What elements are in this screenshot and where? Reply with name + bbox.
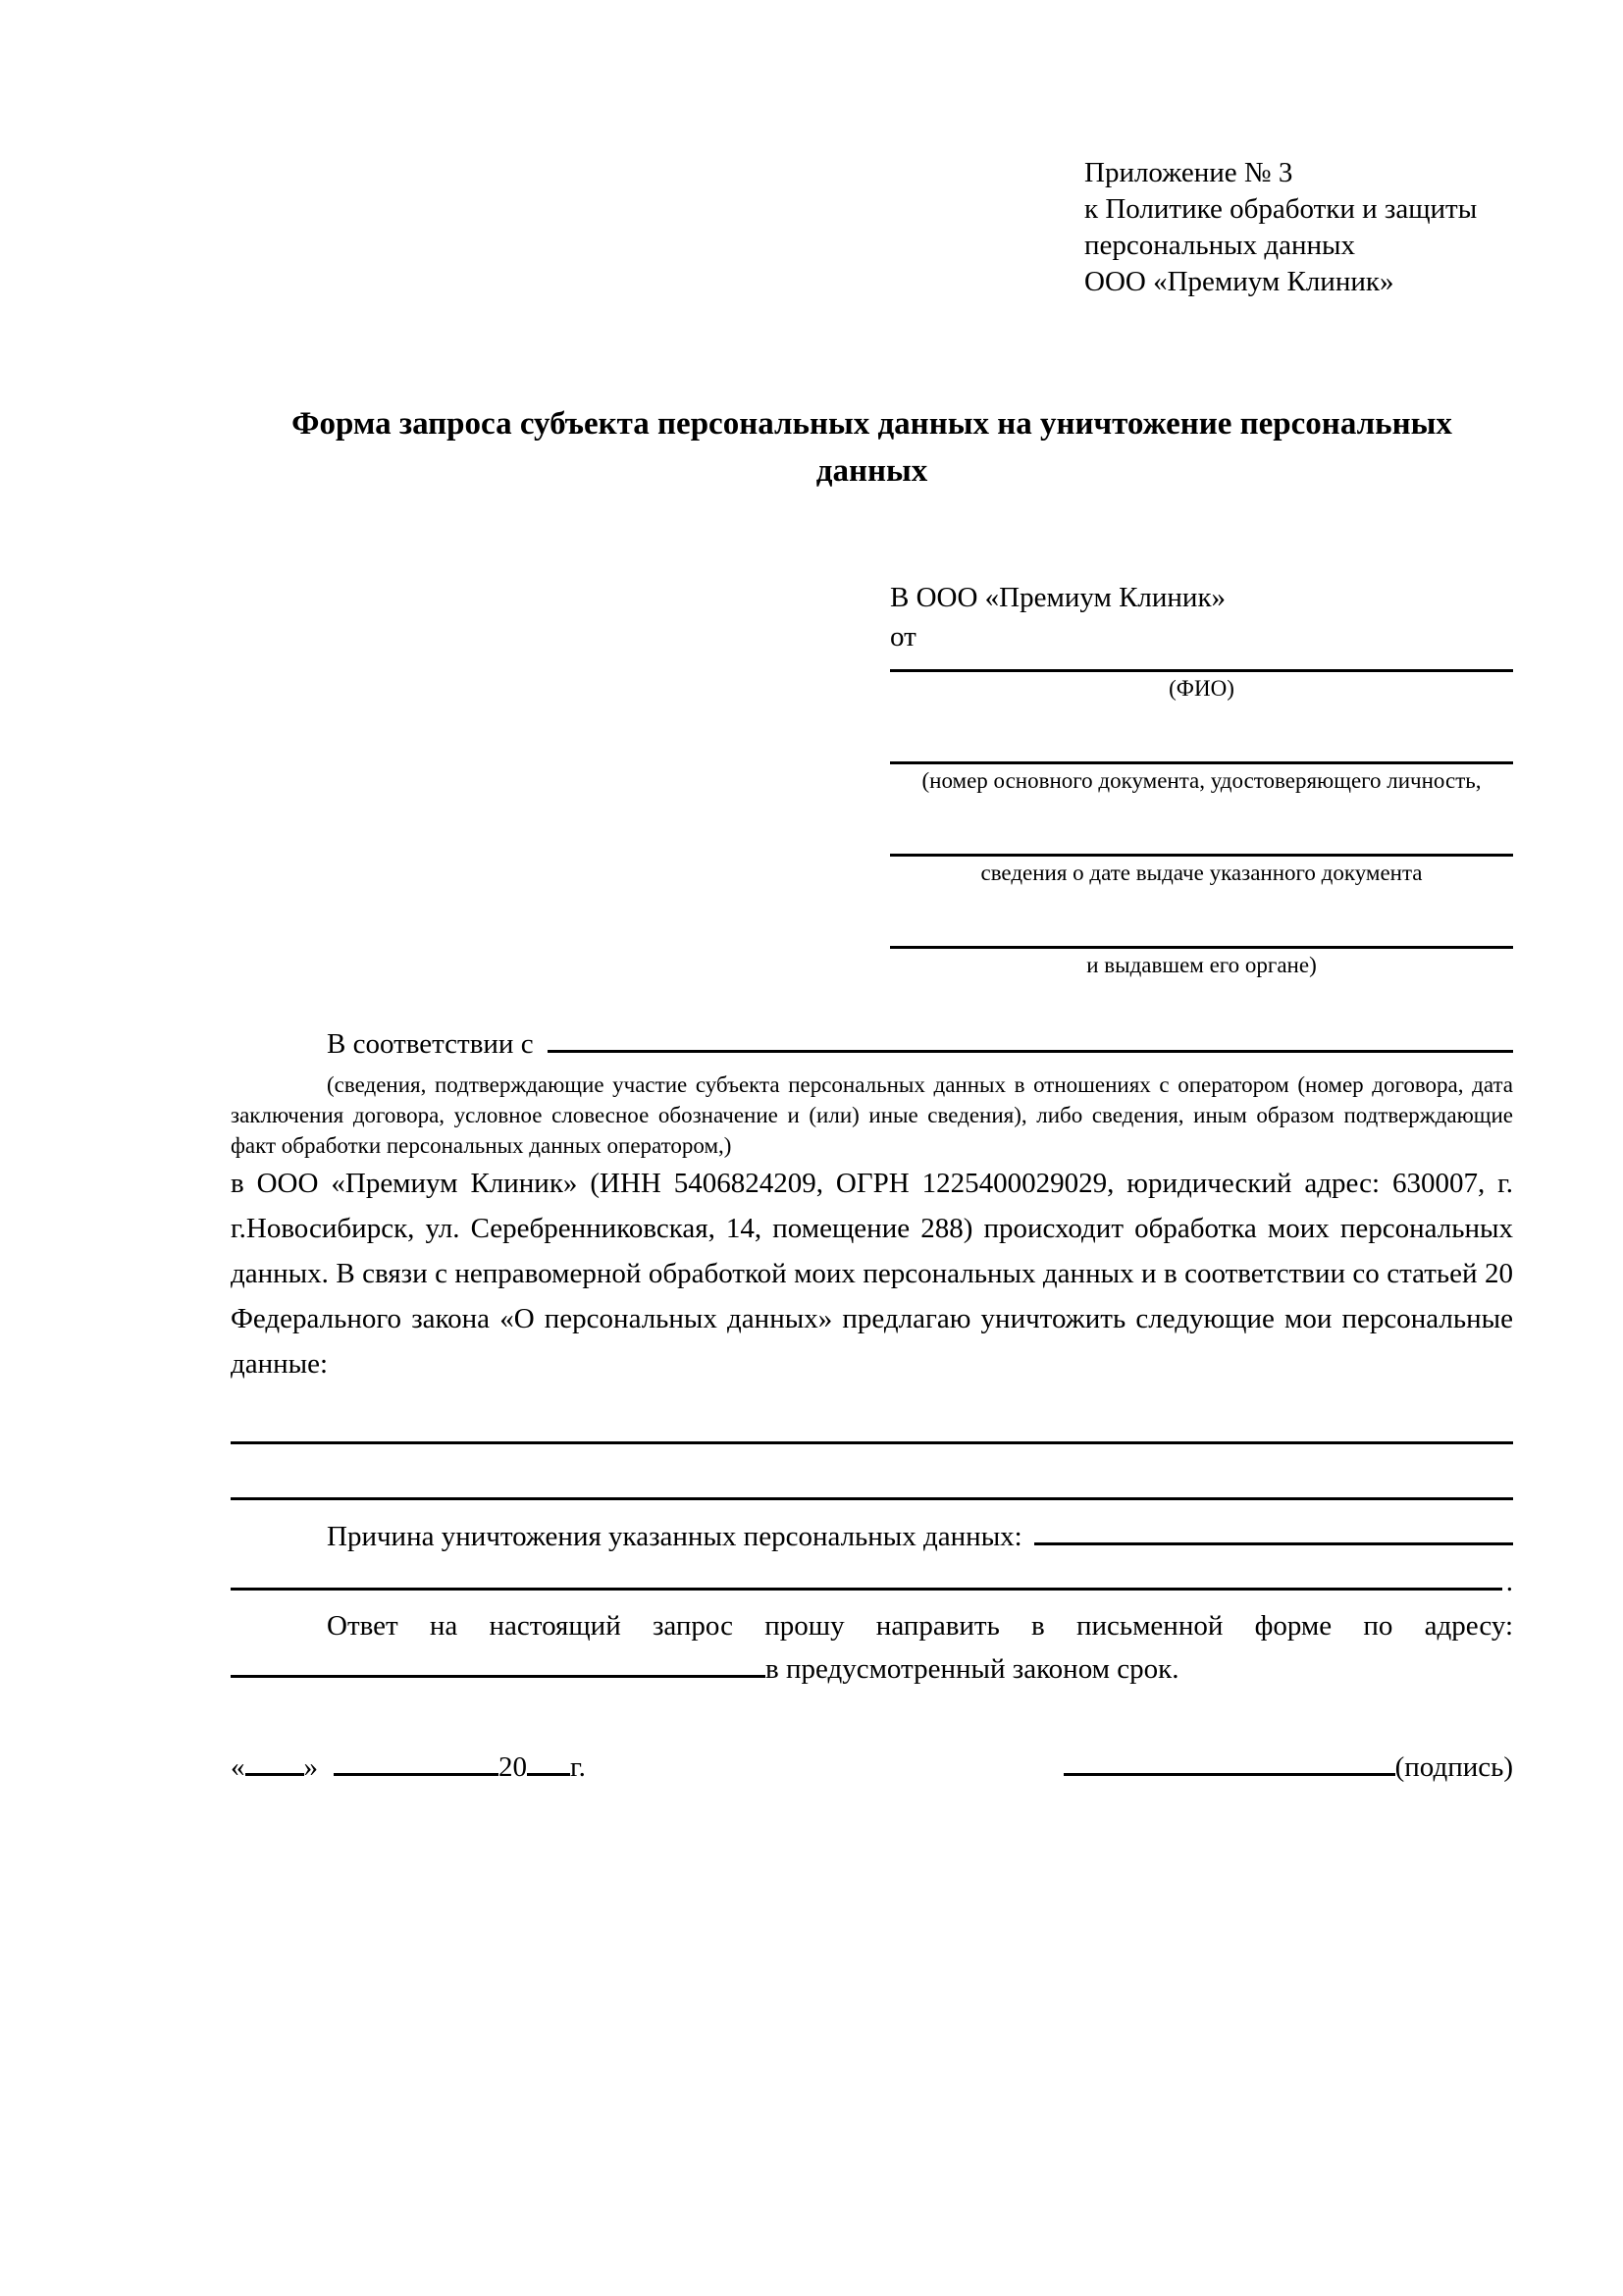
year-blank-line (527, 1772, 570, 1776)
fio-caption: (ФИО) (1169, 676, 1234, 701)
signature-caption: (подпись) (1394, 1751, 1513, 1783)
personal-data-blank-line-2 (231, 1444, 1513, 1500)
reason-label: Причина уничтожения указанных персональных данных: (327, 1521, 1022, 1552)
annex-line: к Политике обработки и защиты (1084, 193, 1478, 225)
accordance-label: В соответствии с (327, 1028, 534, 1060)
period-text: . (1505, 1566, 1513, 1597)
signature-blank-line (1064, 1772, 1395, 1776)
document-title: Форма запроса субъекта персональных данных на уничтожение персональных данных (291, 406, 1452, 489)
year-suffix: г. (570, 1751, 586, 1783)
accordance-blank-line (548, 1049, 1513, 1053)
addressee-from-label: от (890, 621, 916, 652)
date-group (231, 1748, 586, 1787)
doc-date-caption: сведения о дате выдаче указанного документа (980, 861, 1423, 885)
annex-line: Приложение № 3 (1084, 157, 1293, 188)
fio-field (890, 655, 1513, 703)
doc-date-blank-line (890, 840, 1513, 857)
doc-number-field (890, 748, 1513, 795)
reason-row (231, 1516, 1513, 1557)
accordance-note: (сведения, подтверждающие участие субъекта персональных данных в отношениях с оператором (номер договора, дата заключения договора, условное словесное обозначение и (или) иные сведения), либо сведения, иным образом подтверждающие факт обработки персональных данных оператором,) (231, 1072, 1513, 1158)
accordance-row (231, 1024, 1513, 1064)
response-tail-text: в предусмотренный законом срок. (765, 1653, 1179, 1685)
addressee-to: В ООО «Премиум Клиник» (890, 582, 1227, 613)
doc-issuer-caption: и выдавшем его органе) (1086, 953, 1317, 977)
doc-issuer-field (890, 932, 1513, 979)
annex-line: персональных данных (1084, 230, 1356, 261)
fio-blank-line (890, 655, 1513, 672)
personal-data-blank-line-1 (231, 1398, 1513, 1444)
date-quote-open: « (231, 1751, 245, 1783)
addressee-block (890, 579, 1513, 979)
address-blank-line (231, 1674, 765, 1678)
day-blank-line (245, 1772, 304, 1776)
reason-continuation-blank-line (231, 1587, 1502, 1591)
reason-continuation-row (231, 1561, 1513, 1602)
response-tail-row (231, 1647, 1513, 1691)
doc-number-caption: (номер основного документа, удостоверяющего личность, (921, 768, 1482, 793)
doc-number-blank-line (890, 748, 1513, 764)
signature-group (1064, 1748, 1513, 1787)
response-paragraph: Ответ на настоящий запрос прошу направить в письменной форме по адресу: (327, 1610, 1513, 1642)
month-blank-line (334, 1772, 498, 1776)
doc-date-field (890, 840, 1513, 887)
year-prefix: 20 (498, 1751, 527, 1783)
date-quote-close: » (303, 1751, 318, 1783)
footer-row (231, 1748, 1513, 1787)
reason-blank-line (1034, 1541, 1513, 1545)
main-paragraph: в ООО «Премиум Клиник» (ИНН 5406824209, ОГРН 1225400029029, юридический адрес: 630007, г. г.Новосибирск, ул. Серебренниковская, 14, помещение 288) происходит обработка моих персональных данных. В связи с неправомерной обработкой моих персональных данных и в соответствии со статьей 20 Федерального закона «О персональных данных» предлагаю уничтожить следующие мои персональные данные: (231, 1168, 1513, 1380)
annex-block (1084, 155, 1513, 300)
doc-issuer-blank-line (890, 932, 1513, 949)
annex-line: ООО «Премиум Клиник» (1084, 266, 1394, 297)
